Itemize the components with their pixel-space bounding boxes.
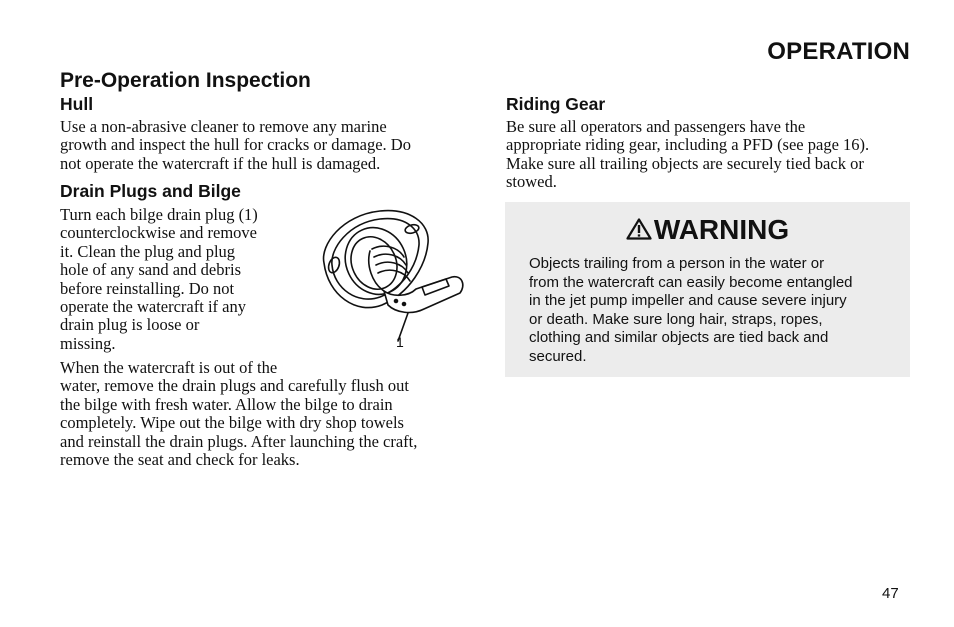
warning-line: in the jet pump impeller and cause severe injury: [529, 292, 847, 309]
page-number: 47: [882, 585, 899, 602]
warning-line: Objects trailing from a person in the water or: [529, 255, 825, 272]
warning-heading: [505, 214, 910, 246]
drain-line: completely. Wipe out the bilge with dry shop towels: [60, 413, 404, 433]
warning-line: clothing and similar objects are tied back and: [529, 329, 829, 346]
drain-line: and reinstall the drain plugs. After launching the craft,: [60, 431, 418, 451]
riding-gear-line: appropriate riding gear, including a PFD (see page 16).: [506, 135, 870, 155]
drain-side-line: operate the watercraft if any: [60, 297, 246, 317]
drain-heading: Drain Plugs and Bilge: [60, 181, 241, 201]
drain-line: water, remove the drain plugs and carefully flush out: [60, 376, 409, 396]
page-title: Pre-Operation Inspection: [60, 69, 311, 92]
hull-paragraph: [60, 118, 411, 173]
drain-line: When the watercraft is out of the: [60, 358, 278, 377]
riding-gear-line: Make sure all trailing objects are securely tied back or: [506, 153, 864, 173]
warning-text: [529, 255, 901, 366]
warning-title: WARNING: [653, 214, 790, 245]
drain-side-line: before reinstalling. Do not: [60, 278, 235, 298]
warning-line: secured.: [529, 347, 587, 365]
warning-line: or death. Make sure long hair, straps, ropes,: [529, 310, 823, 328]
drain-side-line: drain plug is loose or: [60, 315, 200, 335]
drain-line: the bilge with fresh water. Allow the bilge to drain: [60, 394, 393, 414]
hull-heading: Hull: [60, 94, 94, 114]
drain-side-line: missing.: [60, 333, 116, 353]
riding-gear-line: stowed.: [506, 172, 557, 192]
warning-triangle-icon: [626, 218, 652, 240]
drain-side-line: counterclockwise and remove: [60, 223, 258, 243]
figure-callout-label: 1: [396, 334, 404, 350]
drain-paragraph: [60, 359, 417, 469]
drain-side-line: it. Clean the plug and plug: [60, 241, 236, 261]
drain-plug-illustration: [312, 205, 472, 355]
hull-line: not operate the watercraft if the hull is damaged.: [60, 153, 381, 173]
drain-side-paragraph: [60, 206, 258, 353]
riding-gear-line: Be sure all operators and passengers have the: [506, 117, 806, 136]
warning-line: from the watercraft can easily become entangled: [529, 273, 853, 291]
hull-line: Use a non-abrasive cleaner to remove any marine: [60, 117, 387, 136]
drain-line: remove the seat and check for leaks.: [60, 450, 300, 470]
drain-side-line: hole of any sand and debris: [60, 260, 241, 280]
riding-gear-heading: Riding Gear: [506, 94, 606, 114]
hull-line: growth and inspect the hull for cracks or damage. Do: [60, 135, 411, 155]
riding-gear-paragraph: [506, 118, 869, 192]
drain-side-line: Turn each bilge drain plug (1): [60, 205, 258, 224]
warning-box: [505, 202, 910, 377]
section-title: OPERATION: [767, 38, 910, 65]
